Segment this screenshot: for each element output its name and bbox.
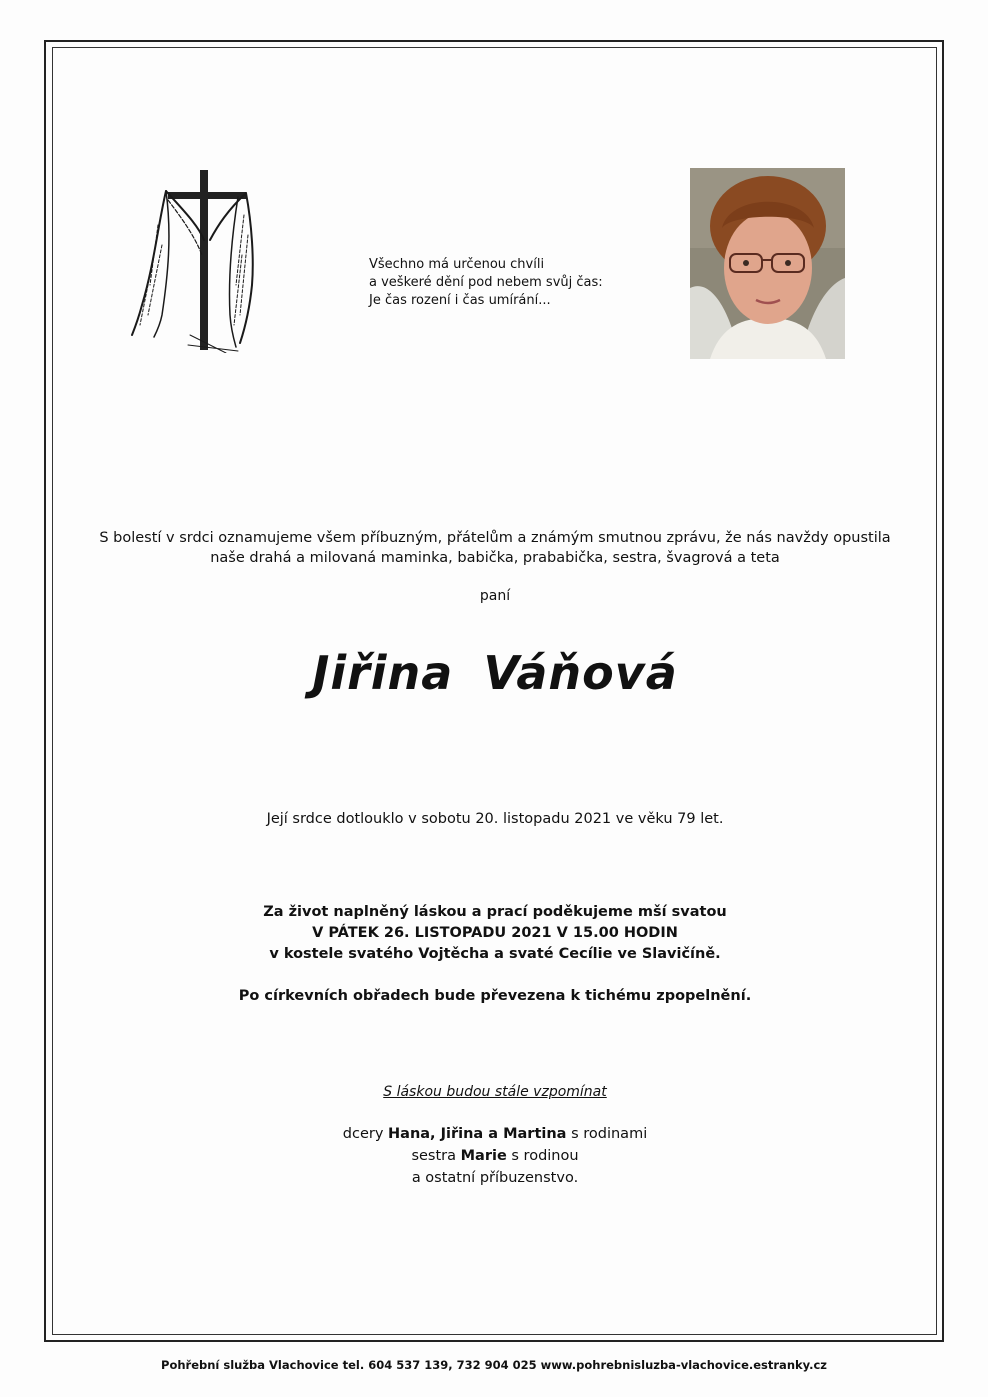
mourners-list bbox=[60, 1123, 930, 1189]
quote-line: Je čas rození i čas umírání... bbox=[369, 293, 551, 308]
funeral-line: V PÁTEK 26. LISTOPADU 2021 V 15.00 HODIN bbox=[312, 925, 678, 941]
mourner-line: dcery Hana, Jiřina a Martina s rodinami bbox=[342, 1126, 648, 1142]
funeral-line: v kostele svatého Vojtěcha a svaté Cecílie ve Slavičíně. bbox=[269, 946, 721, 962]
remembrance-heading: S láskou budou stále vzpomínat bbox=[383, 1084, 607, 1100]
honorific: paní bbox=[479, 588, 511, 604]
cremation-note: Po církevních obřadech bude převezena k tichému zpopelnění. bbox=[238, 988, 752, 1004]
funeral-info bbox=[60, 902, 930, 965]
funeral-line: Za život naplněný láskou a prací poděkujeme mší svatou bbox=[263, 904, 727, 920]
mourner-line: sestra Marie s rodinou bbox=[411, 1148, 579, 1164]
deceased-name bbox=[60, 646, 930, 700]
cross-icon bbox=[128, 165, 260, 353]
death-notice: Její srdce dotlouklo v sobotu 20. listopadu 2021 ve věku 79 let. bbox=[266, 811, 724, 827]
bible-quote bbox=[369, 256, 629, 310]
quote-line: Všechno má určenou chvíli bbox=[369, 257, 545, 272]
mourner-line: a ostatní příbuzenstvo. bbox=[411, 1170, 579, 1186]
portrait-photo bbox=[690, 168, 845, 359]
mourner-names: Marie bbox=[460, 1148, 507, 1164]
first-name: Jiřina bbox=[312, 646, 454, 700]
mourner-names: Hana, Jiřina a Martina bbox=[388, 1126, 567, 1142]
footer-contact: Pohřební služba Vlachovice tel. 604 537 139, 732 904 025 www.pohrebnisluzba-vlachovice.estranky.cz bbox=[161, 1358, 827, 1372]
quote-line: a veškeré dění pod nebem svůj čas: bbox=[369, 275, 603, 290]
last-name: Váňová bbox=[483, 646, 678, 700]
announcement-line: naše drahá a milovaná maminka, babička, prababička, sestra, švagrová a teta bbox=[210, 550, 780, 566]
announcement-text bbox=[60, 528, 930, 568]
announcement-line: S bolestí v srdci oznamujeme všem příbuzným, přátelům a známým smutnou zprávu, že nás navždy opustila bbox=[99, 530, 891, 546]
